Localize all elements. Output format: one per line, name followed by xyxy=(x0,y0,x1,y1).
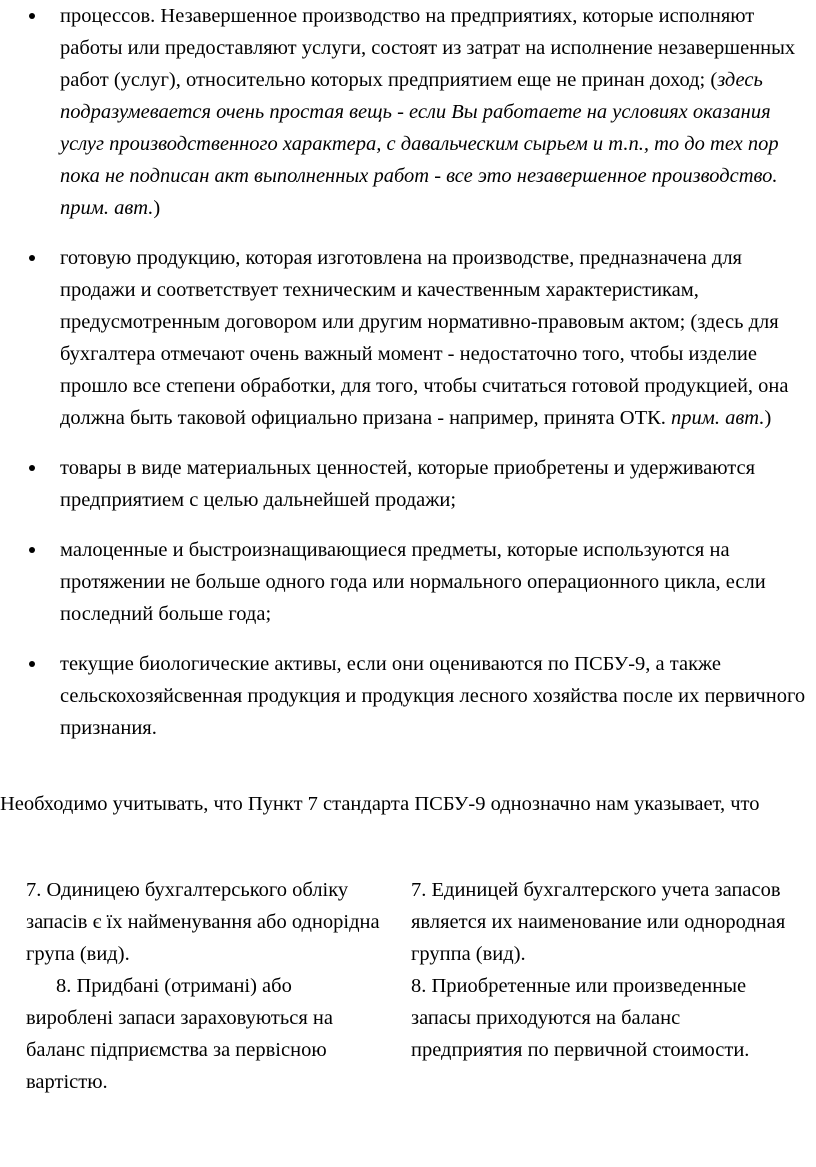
bullet-icon xyxy=(29,661,35,667)
table-cell-ukrainian xyxy=(26,874,411,970)
comparison-table xyxy=(26,874,796,1098)
clause-text-russian: 7. Единицей бухгалтерского учета запасов является их наименование или однородная группа (вид). xyxy=(411,879,786,965)
author-note: здесь подразумевается очень простая вещь - если Вы работаете на условиях оказания услуг производственного характера, с давальческим сырьем и т.п., то до тех пор пока не подписан акт выполненных работ - все это незавершенное производство. прим. авт. xyxy=(60,69,779,219)
author-note: прим. авт. xyxy=(671,407,765,429)
list-item xyxy=(0,242,816,434)
list-item-text: ) xyxy=(764,407,772,429)
list-item-text: текущие биологические активы, если они оцениваются по ПСБУ-9, а также сельскохозяйсвенная продукция и продукция лесного хозяйства после их первичного признания. xyxy=(60,653,806,739)
list-item xyxy=(0,648,816,744)
clause-text-ukrainian: 7. Одиницею бухгалтерського обліку запасів є їх найменування або однорідна група (вид). xyxy=(26,879,380,965)
list-item xyxy=(0,452,816,516)
intro-paragraph: Необходимо учитывать, что Пункт 7 стандарта ПСБУ-9 однозначно нам указывает, что xyxy=(0,793,760,815)
list-item-text: ) xyxy=(153,197,161,219)
clause-text-ukrainian: 8. Придбані (отримані) або вироблені запаси зараховуються на баланс підприємства за первісною вартістю. xyxy=(26,975,333,1093)
table-row xyxy=(26,874,796,970)
list-item-text: товары в виде материальных ценностей, которые приобретены и удерживаются предприятием с целью дальнейшей продажи; xyxy=(60,457,755,511)
bullet-icon xyxy=(29,13,35,19)
list-item-text: процессов. Незавершенное производство на предприятиях, которые исполняют работы или предоставляют услуги, состоят из затрат на исполнение незавершенных работ (услуг), относительно которых предприятием еще не принан доход; ( xyxy=(60,5,796,91)
list-item xyxy=(0,534,816,630)
list-item-text: малоценные и быстроизнащивающиеся предметы, которые используются на протяжении не больше одного года или нормального операционного цикла, если последний больше года; xyxy=(60,539,766,625)
list-item xyxy=(0,0,816,224)
list-item-text: готовую продукцию, которая изготовлена на производстве, предназначена для продажи и соответствует техническим и качественным характеристикам, предусмотренным договором или другим нормативно-правовым актом; (здесь для бухгалтера отмечают очень важный момент - недостаточно того, чтобы изделие прошло все степени обработки, для того, чтобы считаться готовой продукцией, она должна быть таковой официально призана - например, принята ОТК. xyxy=(60,247,789,429)
table-cell-ukrainian xyxy=(26,970,411,1098)
table-cell-russian xyxy=(411,970,796,1098)
bullet-icon xyxy=(29,465,35,471)
clause-text-russian: 8. Приобретенные или произведенные запасы приходуются на баланс предприятия по первичной стоимости. xyxy=(411,975,750,1061)
bullet-icon xyxy=(29,547,35,553)
bullet-icon xyxy=(29,255,35,261)
table-row xyxy=(26,970,796,1098)
table-cell-russian xyxy=(411,874,796,970)
